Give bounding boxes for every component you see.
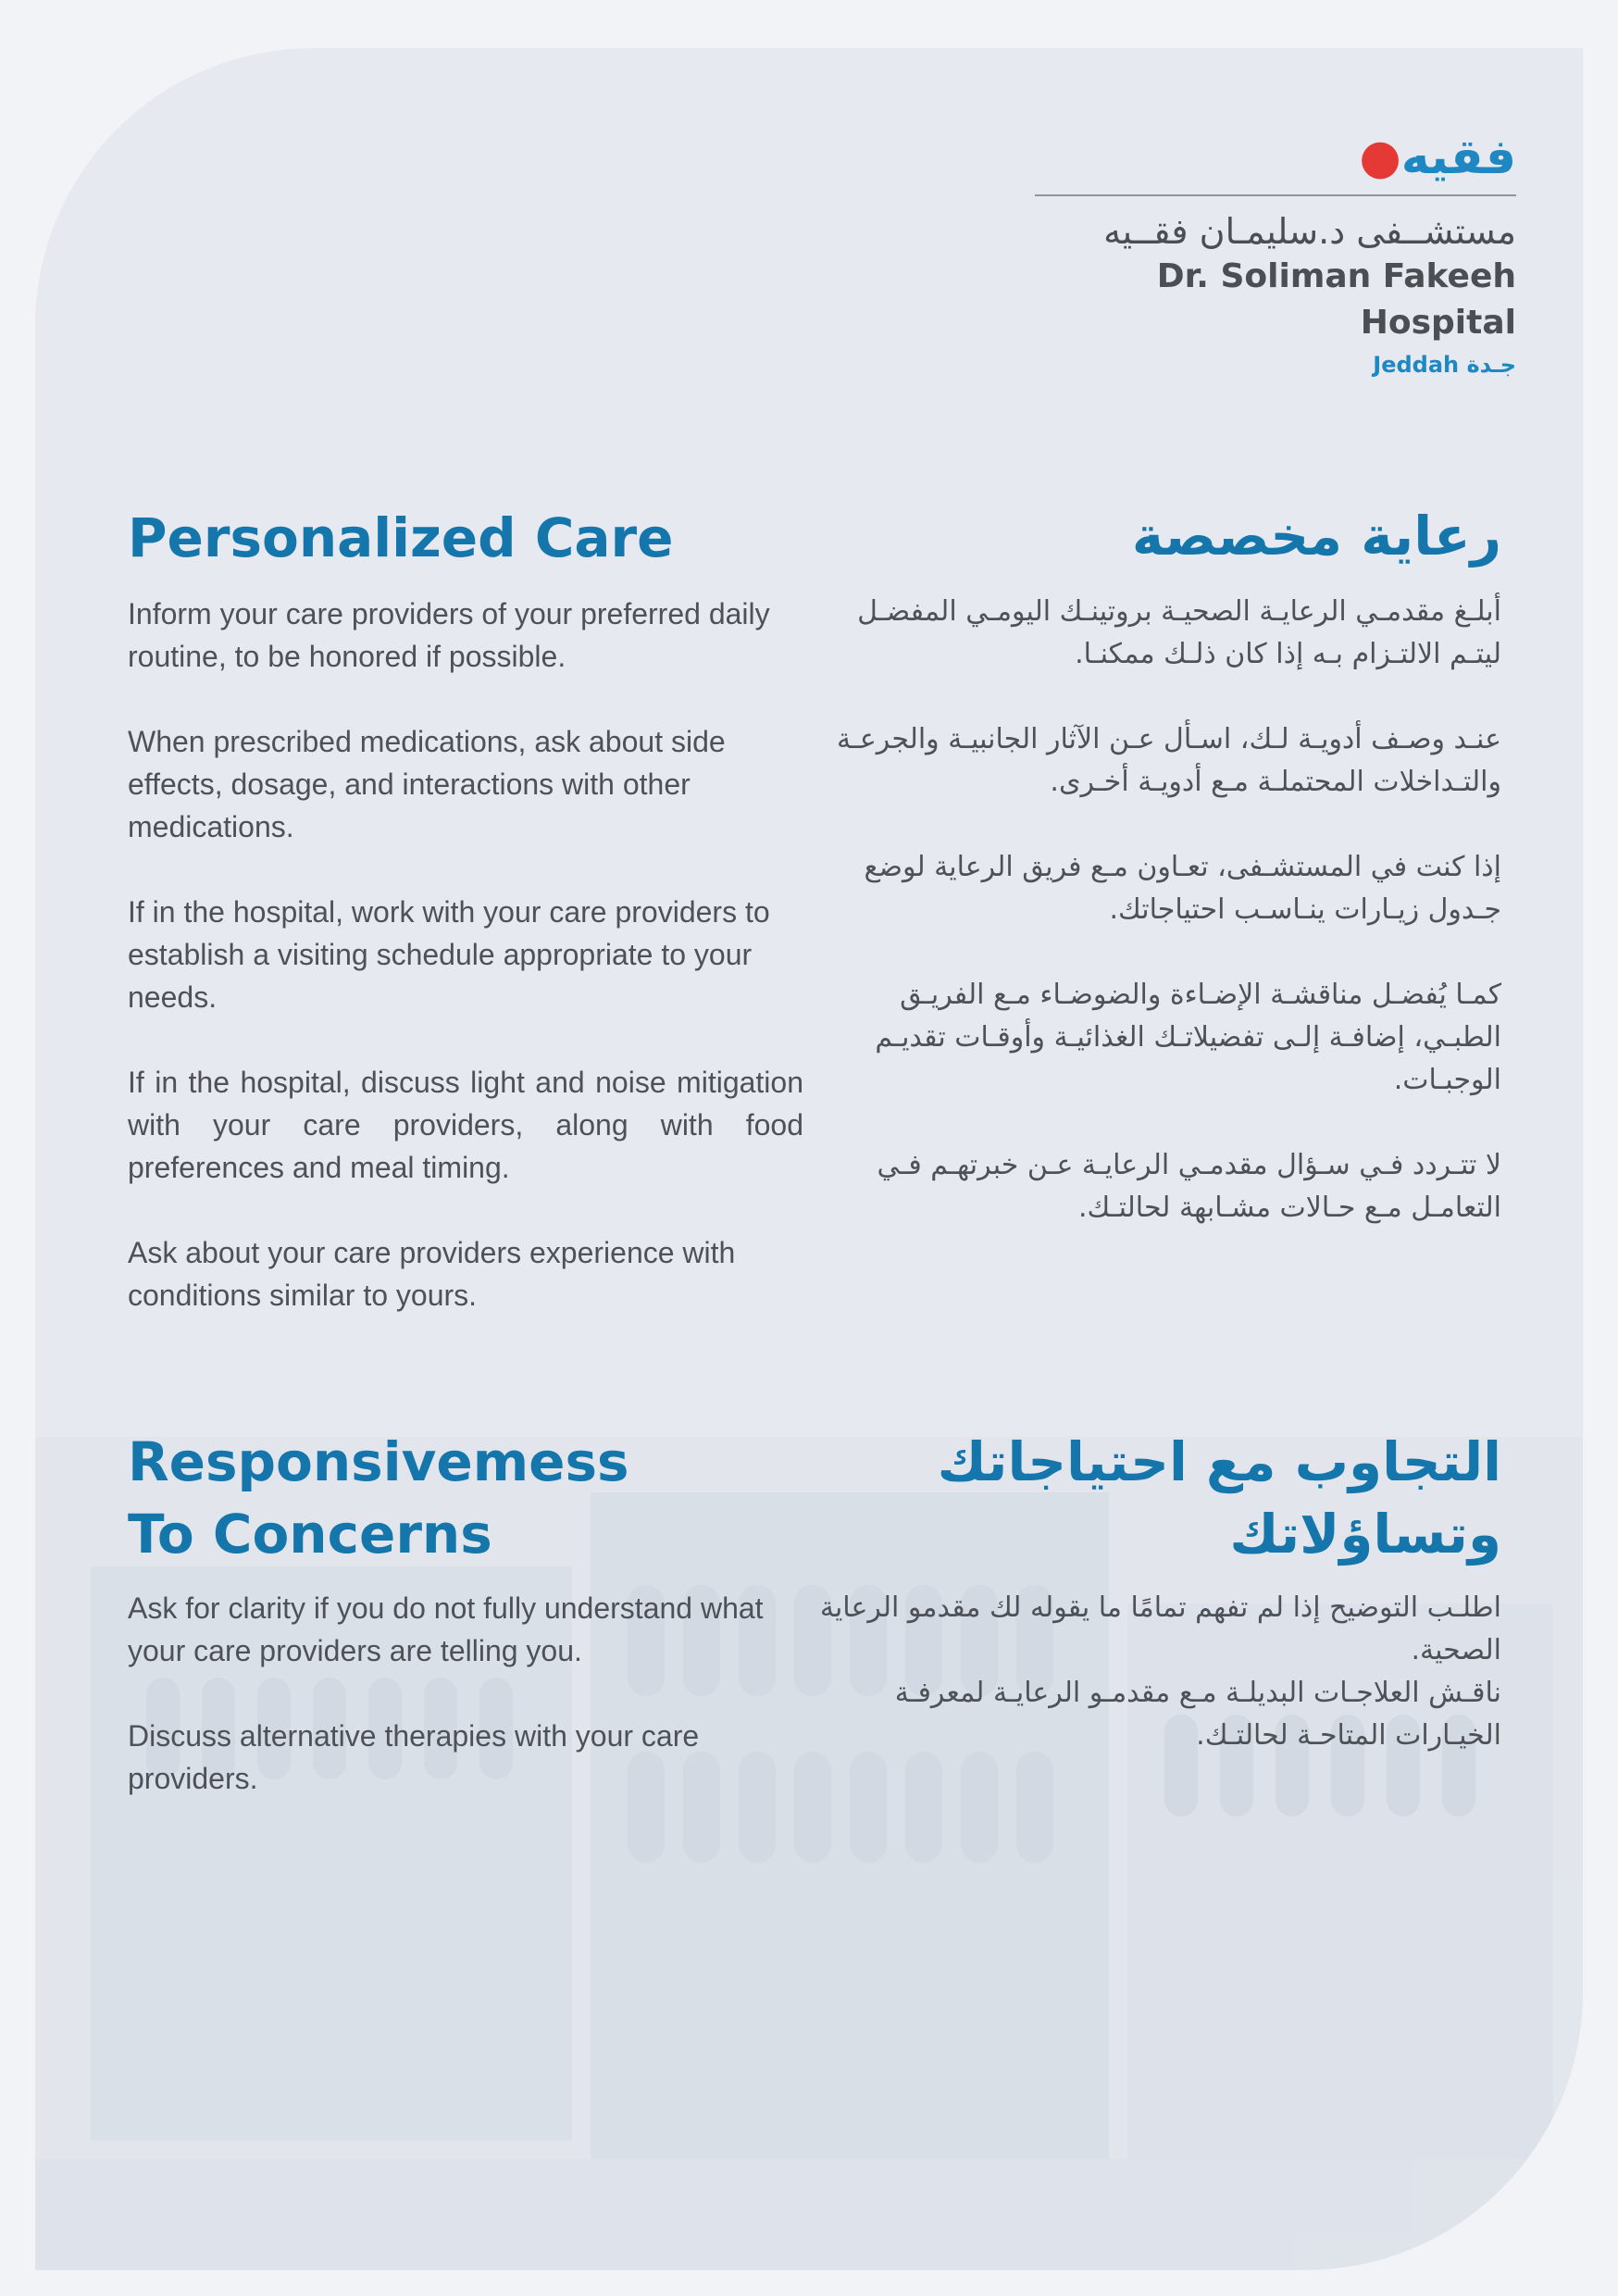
personalized-care-paragraph-ar: أبلـغ مقدمـي الرعايـة الصحيـة بروتينـك اليومـي المفضـل ليتـم الالتـزام بـه إذا كان ذلـك ممكنـا.	[857, 595, 1501, 670]
hospital-header	[1035, 131, 1516, 383]
personalized-care-paragraph-en: If in the hospital, discuss light and noise mitigation with your care providers, along with food preferences and meal timing.	[128, 1066, 803, 1184]
responsiveness-paragraph-ar: اطلـب التوضيح إذا لم تفهم تمامًا ما يقوله لك مقدمو الرعاية الصحية.	[819, 1591, 1501, 1666]
responsiveness-title-en-line1: Responsivemess	[128, 1430, 629, 1493]
header-divider	[1035, 194, 1516, 196]
personalized-care-paragraph-ar: كمـا يُفضـل مناقشـة الإضـاءة والضوضـاء مـع الفريـق الطبـي، إضافـة إلـى تفضيلاتـك الغذائيـة وأوقـات تقديـم الوجبـات.	[875, 979, 1501, 1096]
personalized-care-paragraph-en: Inform your care providers of your preferred daily routine, to be honored if possible.	[128, 597, 770, 673]
responsiveness-en-section	[128, 1426, 803, 1800]
hospital-city: Jeddah جـدة	[1373, 352, 1516, 378]
personalized-care-paragraph-ar: عنـد وصـف أدويـة لـك، اسـأل عـن الآثار الجانبيـة والجرعـة والتـداخلات المحتملـة مـع أدويـة أخـرى.	[837, 723, 1501, 798]
logo-text: فقيه	[1400, 130, 1516, 185]
hospital-name-en: Dr. Soliman Fakeeh Hospital	[1156, 257, 1516, 342]
page-panel	[35, 48, 1583, 2270]
personalized-care-en-section	[128, 502, 803, 1316]
personalized-care-title-ar: رعاية مخصصة	[1131, 505, 1501, 568]
responsiveness-paragraph-en: Discuss alternative therapies with your care providers.	[128, 1719, 700, 1795]
personalized-care-paragraph-en: Ask about your care providers experience with conditions similar to yours.	[128, 1236, 736, 1312]
hospital-name-ar: مستشــفى د.سليمـان فقــيه	[1103, 211, 1516, 252]
personalized-care-ar-section	[816, 500, 1501, 1229]
responsiveness-ar-section	[816, 1426, 1501, 1757]
fakeeh-logo	[1035, 131, 1516, 183]
responsiveness-paragraph-ar: ناقـش العلاجـات البديلـة مـع مقدمـو الرعايـة لمعرفـة الخيـارات المتاحـة لحالتـك.	[894, 1677, 1501, 1752]
personalized-care-paragraph-en: When prescribed medications, ask about side effects, dosage, and interactions with other medications.	[128, 725, 726, 843]
responsiveness-paragraph-en: Ask for clarity if you do not fully understand what your care providers are telling you.	[128, 1591, 764, 1667]
personalized-care-paragraph-ar: لا تتـردد فـي سـؤال مقدمـي الرعايـة عـن خبرتهـم فـي التعامـل مـع حـالات مشـابهة لحالتـك.	[877, 1149, 1501, 1224]
logo-dot-icon: ●	[1359, 130, 1401, 185]
personalized-care-paragraph-en: If in the hospital, work with your care providers to establish a visiting schedule appropriate to your needs.	[128, 895, 770, 1014]
responsiveness-title-ar-line1: التجاوب مع احتياجاتك	[937, 1430, 1501, 1493]
personalized-care-paragraph-ar: إذا كنت في المستشـفى، تعـاون مـع فريق الرعاية لوضع جـدول زيـارات ينـاسـب احتياجاتك.	[864, 851, 1501, 926]
responsiveness-title-en-line2: To Concerns	[128, 1503, 492, 1566]
personalized-care-title-en: Personalized Care	[128, 506, 674, 569]
responsiveness-title-ar-line2: وتساؤلاتك	[1229, 1503, 1501, 1566]
